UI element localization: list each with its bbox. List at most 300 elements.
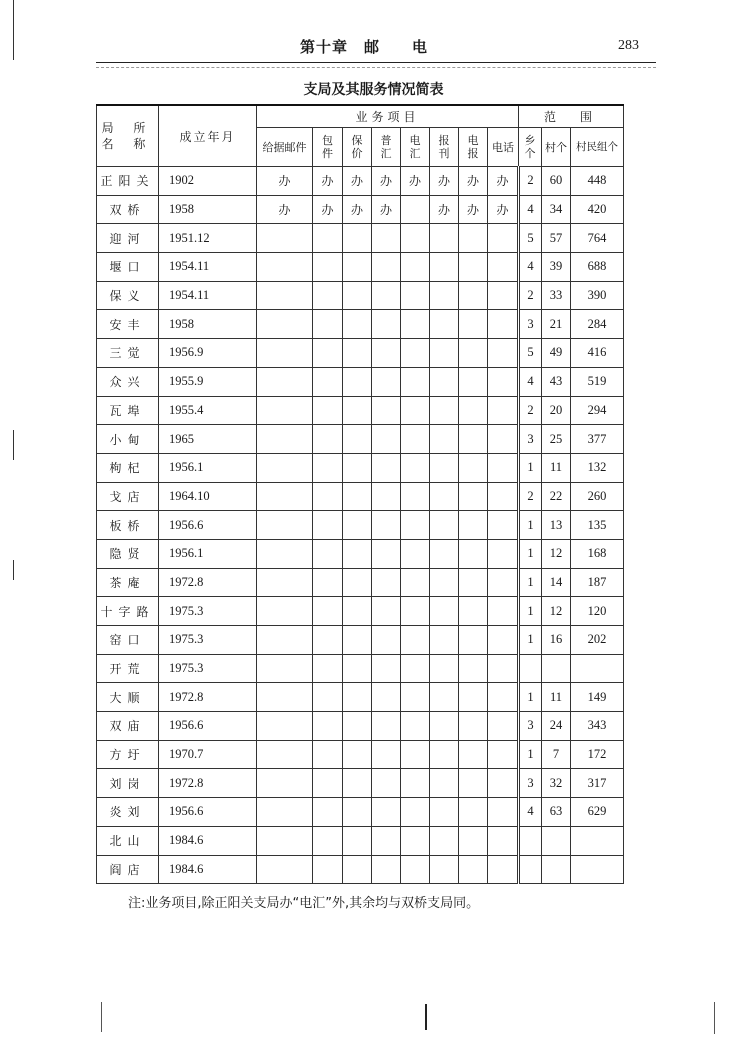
service-cell	[401, 195, 430, 224]
service-cell	[459, 511, 488, 540]
branch-name: 阎店	[97, 855, 159, 884]
service-cell	[401, 769, 430, 798]
scope-xiang: 3	[519, 769, 542, 798]
service-cell	[459, 281, 488, 310]
service-cell	[313, 712, 343, 741]
service-cell	[343, 654, 372, 683]
branch-name: 安丰	[97, 310, 159, 339]
branch-name: 北山	[97, 826, 159, 855]
service-cell	[343, 253, 372, 282]
service-cell	[401, 396, 430, 425]
service-cell	[488, 281, 519, 310]
service-cell	[430, 826, 459, 855]
service-cell	[430, 339, 459, 368]
scope-cun: 32	[542, 769, 571, 798]
service-cell	[313, 482, 343, 511]
scope-xiang: 5	[519, 224, 542, 253]
scope-cun: 49	[542, 339, 571, 368]
service-cell	[488, 367, 519, 396]
service-cell	[257, 826, 313, 855]
scope-zu: 377	[571, 425, 624, 454]
table-row	[97, 339, 624, 368]
branch-name: 刘岗	[97, 769, 159, 798]
scope-cun: 43	[542, 367, 571, 396]
service-cell	[401, 568, 430, 597]
service-cell	[343, 798, 372, 827]
scope-cun: 11	[542, 453, 571, 482]
service-cell	[372, 798, 401, 827]
scope-cun: 13	[542, 511, 571, 540]
service-cell: 办	[430, 195, 459, 224]
service-cell	[372, 740, 401, 769]
service-cell	[488, 253, 519, 282]
header-scope-group: 范 围	[519, 105, 624, 128]
service-cell	[343, 425, 372, 454]
service-cell	[430, 253, 459, 282]
service-cell	[343, 683, 372, 712]
table-row	[97, 396, 624, 425]
service-cell	[430, 568, 459, 597]
scope-cun: 11	[542, 683, 571, 712]
service-cell	[459, 253, 488, 282]
service-cell	[401, 712, 430, 741]
scan-edge-line	[425, 1004, 427, 1030]
service-cell	[430, 769, 459, 798]
service-cell	[372, 281, 401, 310]
service-cell	[401, 224, 430, 253]
scope-zu: 284	[571, 310, 624, 339]
established-date: 1972.8	[159, 568, 257, 597]
established-date: 1956.1	[159, 453, 257, 482]
service-cell	[488, 798, 519, 827]
service-cell: 办	[488, 195, 519, 224]
scope-xiang: 4	[519, 195, 542, 224]
service-cell	[401, 740, 430, 769]
service-cell	[488, 511, 519, 540]
table-row	[97, 568, 624, 597]
service-cell	[459, 712, 488, 741]
scope-zu: 688	[571, 253, 624, 282]
branch-name: 茶庵	[97, 568, 159, 597]
service-cell	[488, 396, 519, 425]
service-cell	[343, 339, 372, 368]
established-date: 1975.3	[159, 654, 257, 683]
service-cell	[343, 855, 372, 884]
header-scope-1: 村个	[542, 128, 571, 167]
scope-zu: 135	[571, 511, 624, 540]
branch-name: 小甸	[97, 425, 159, 454]
service-cell	[401, 339, 430, 368]
service-cell	[488, 740, 519, 769]
scope-cun: 20	[542, 396, 571, 425]
scope-cun: 33	[542, 281, 571, 310]
scope-zu: 260	[571, 482, 624, 511]
service-cell	[430, 367, 459, 396]
service-cell	[459, 826, 488, 855]
service-cell	[313, 855, 343, 884]
scope-xiang: 2	[519, 281, 542, 310]
service-cell	[401, 453, 430, 482]
service-cell	[257, 654, 313, 683]
branch-name: 开荒	[97, 654, 159, 683]
service-cell	[372, 712, 401, 741]
branch-name: 双庙	[97, 712, 159, 741]
scope-zu: 448	[571, 167, 624, 196]
scope-cun	[542, 826, 571, 855]
scope-xiang	[519, 826, 542, 855]
service-cell	[372, 367, 401, 396]
service-cell	[372, 224, 401, 253]
service-cell	[401, 539, 430, 568]
service-cell	[430, 626, 459, 655]
table-row	[97, 740, 624, 769]
scope-xiang: 1	[519, 683, 542, 712]
service-cell: 办	[459, 167, 488, 196]
service-cell: 办	[372, 167, 401, 196]
branch-name: 板桥	[97, 511, 159, 540]
branch-name: 迎河	[97, 224, 159, 253]
service-cell	[313, 568, 343, 597]
scope-xiang: 3	[519, 425, 542, 454]
service-cell	[257, 396, 313, 425]
header-service-2: 保价	[343, 128, 372, 167]
service-cell	[401, 310, 430, 339]
established-date: 1902	[159, 167, 257, 196]
established-date: 1958	[159, 310, 257, 339]
service-cell	[430, 597, 459, 626]
table-note: 注:业务项目,除正阳关支局办“电汇”外,其余均与双桥支局同。	[128, 896, 480, 911]
service-cell	[343, 712, 372, 741]
service-cell	[343, 224, 372, 253]
table-row	[97, 482, 624, 511]
scope-zu: 132	[571, 453, 624, 482]
established-date: 1956.6	[159, 511, 257, 540]
service-cell	[372, 626, 401, 655]
service-cell	[257, 453, 313, 482]
branch-name: 保义	[97, 281, 159, 310]
service-cell	[430, 310, 459, 339]
branch-name: 炎刘	[97, 798, 159, 827]
header-service-3: 普汇	[372, 128, 401, 167]
scope-xiang: 4	[519, 367, 542, 396]
service-cell	[459, 482, 488, 511]
established-date: 1954.11	[159, 281, 257, 310]
service-cell	[313, 224, 343, 253]
service-cell	[459, 798, 488, 827]
service-cell	[430, 855, 459, 884]
service-cell	[343, 511, 372, 540]
service-cell	[343, 539, 372, 568]
branch-table	[96, 104, 624, 884]
scope-cun: 34	[542, 195, 571, 224]
service-cell	[459, 224, 488, 253]
service-cell	[343, 482, 372, 511]
service-cell	[313, 253, 343, 282]
scope-cun: 25	[542, 425, 571, 454]
service-cell	[257, 626, 313, 655]
chapter-title: 第十章 邮 电	[300, 38, 429, 56]
service-cell	[401, 626, 430, 655]
service-cell	[430, 453, 459, 482]
service-cell	[430, 224, 459, 253]
service-cell	[313, 539, 343, 568]
service-cell	[459, 683, 488, 712]
service-cell	[257, 482, 313, 511]
scope-cun: 63	[542, 798, 571, 827]
service-cell	[313, 597, 343, 626]
service-cell	[488, 712, 519, 741]
service-cell	[313, 511, 343, 540]
header-scope-2: 村民组个	[571, 128, 624, 167]
scope-cun	[542, 654, 571, 683]
service-cell	[430, 396, 459, 425]
header-scope-0: 乡个	[519, 128, 542, 167]
service-cell	[257, 367, 313, 396]
service-cell: 办	[343, 195, 372, 224]
service-cell	[459, 654, 488, 683]
scan-edge-line	[13, 0, 14, 60]
service-cell	[257, 224, 313, 253]
service-cell	[343, 310, 372, 339]
service-cell	[459, 453, 488, 482]
service-cell	[372, 597, 401, 626]
service-cell	[430, 740, 459, 769]
service-cell: 办	[313, 195, 343, 224]
scope-zu: 187	[571, 568, 624, 597]
table-row	[97, 453, 624, 482]
established-date: 1965	[159, 425, 257, 454]
service-cell	[257, 568, 313, 597]
scope-zu: 420	[571, 195, 624, 224]
service-cell	[401, 511, 430, 540]
scope-cun: 16	[542, 626, 571, 655]
branch-name: 十字路	[97, 597, 159, 626]
scope-xiang: 4	[519, 798, 542, 827]
scope-zu: 390	[571, 281, 624, 310]
service-cell: 办	[257, 195, 313, 224]
service-cell	[488, 597, 519, 626]
scope-xiang: 4	[519, 253, 542, 282]
service-cell	[459, 367, 488, 396]
scope-xiang	[519, 654, 542, 683]
established-date: 1955.4	[159, 396, 257, 425]
table-row	[97, 539, 624, 568]
service-cell	[257, 425, 313, 454]
service-cell	[488, 855, 519, 884]
service-cell	[488, 683, 519, 712]
service-cell	[372, 396, 401, 425]
scope-xiang: 1	[519, 453, 542, 482]
service-cell	[372, 539, 401, 568]
service-cell	[459, 396, 488, 425]
service-cell	[313, 339, 343, 368]
established-date: 1956.1	[159, 539, 257, 568]
table-row	[97, 683, 624, 712]
service-cell	[313, 453, 343, 482]
service-cell	[343, 453, 372, 482]
scope-xiang: 2	[519, 482, 542, 511]
scope-zu: 202	[571, 626, 624, 655]
scope-cun: 12	[542, 539, 571, 568]
service-cell	[459, 597, 488, 626]
service-cell	[459, 626, 488, 655]
scope-cun: 39	[542, 253, 571, 282]
table-row	[97, 367, 624, 396]
service-cell	[372, 826, 401, 855]
service-cell	[343, 568, 372, 597]
scope-xiang: 5	[519, 339, 542, 368]
header-service-4: 电汇	[401, 128, 430, 167]
service-cell	[430, 511, 459, 540]
scope-cun: 14	[542, 568, 571, 597]
service-cell	[401, 425, 430, 454]
service-cell	[372, 339, 401, 368]
service-cell	[401, 798, 430, 827]
service-cell: 办	[459, 195, 488, 224]
service-cell	[343, 597, 372, 626]
scope-xiang: 1	[519, 740, 542, 769]
service-cell	[313, 740, 343, 769]
established-date: 1956.9	[159, 339, 257, 368]
established-date: 1955.9	[159, 367, 257, 396]
header-service-1: 包件	[313, 128, 343, 167]
scope-zu: 294	[571, 396, 624, 425]
branch-name: 三觉	[97, 339, 159, 368]
branch-name: 堰口	[97, 253, 159, 282]
service-cell	[488, 224, 519, 253]
service-cell: 办	[343, 167, 372, 196]
service-cell	[257, 798, 313, 827]
branch-name: 窑口	[97, 626, 159, 655]
service-cell	[313, 769, 343, 798]
service-cell	[313, 798, 343, 827]
service-cell	[313, 654, 343, 683]
header-service-0: 给据邮件	[257, 128, 313, 167]
table-row	[97, 712, 624, 741]
service-cell	[459, 425, 488, 454]
service-cell	[401, 826, 430, 855]
branch-name: 大顺	[97, 683, 159, 712]
scan-edge-line	[101, 1002, 102, 1032]
branch-name: 枸杞	[97, 453, 159, 482]
service-cell	[313, 281, 343, 310]
table-row	[97, 425, 624, 454]
service-cell	[313, 683, 343, 712]
service-cell	[401, 855, 430, 884]
service-cell	[430, 281, 459, 310]
scope-xiang: 3	[519, 712, 542, 741]
service-cell: 办	[401, 167, 430, 196]
service-cell	[372, 453, 401, 482]
scan-edge-line	[13, 430, 14, 460]
page-number: 283	[618, 38, 639, 53]
service-cell	[257, 310, 313, 339]
service-cell	[488, 568, 519, 597]
scope-cun: 24	[542, 712, 571, 741]
service-cell	[401, 253, 430, 282]
service-cell	[459, 568, 488, 597]
scope-zu: 416	[571, 339, 624, 368]
established-date: 1984.6	[159, 826, 257, 855]
service-cell	[488, 539, 519, 568]
service-cell	[430, 798, 459, 827]
scope-zu: 120	[571, 597, 624, 626]
table-row	[97, 798, 624, 827]
scope-cun: 22	[542, 482, 571, 511]
service-cell	[257, 683, 313, 712]
service-cell	[459, 740, 488, 769]
scope-cun: 57	[542, 224, 571, 253]
established-date: 1984.6	[159, 855, 257, 884]
table-row	[97, 281, 624, 310]
service-cell	[343, 367, 372, 396]
established-date: 1958	[159, 195, 257, 224]
service-cell	[372, 769, 401, 798]
service-cell	[343, 740, 372, 769]
scope-cun: 21	[542, 310, 571, 339]
service-cell	[372, 683, 401, 712]
service-cell	[459, 539, 488, 568]
service-cell	[488, 826, 519, 855]
service-cell: 办	[372, 195, 401, 224]
scan-edge-line	[714, 1002, 715, 1034]
established-date: 1975.3	[159, 626, 257, 655]
scope-xiang: 1	[519, 539, 542, 568]
service-cell	[401, 482, 430, 511]
scope-zu	[571, 855, 624, 884]
service-cell	[313, 626, 343, 655]
service-cell	[257, 597, 313, 626]
service-cell	[459, 769, 488, 798]
table-row	[97, 253, 624, 282]
header-service-5: 报刊	[430, 128, 459, 167]
scope-xiang: 2	[519, 396, 542, 425]
scope-cun: 7	[542, 740, 571, 769]
service-cell	[372, 511, 401, 540]
scope-zu: 764	[571, 224, 624, 253]
service-cell	[401, 367, 430, 396]
header-rule-dashed	[96, 67, 656, 68]
branch-name: 隐贤	[97, 539, 159, 568]
table-row	[97, 626, 624, 655]
service-cell	[257, 539, 313, 568]
service-cell	[430, 539, 459, 568]
table-row	[97, 826, 624, 855]
scope-zu: 629	[571, 798, 624, 827]
service-cell	[401, 683, 430, 712]
branch-name: 瓦埠	[97, 396, 159, 425]
service-cell	[313, 396, 343, 425]
scope-zu: 149	[571, 683, 624, 712]
scope-xiang: 1	[519, 597, 542, 626]
service-cell	[430, 482, 459, 511]
table-title: 支局及其服务情况简表	[303, 82, 444, 98]
scope-xiang: 1	[519, 511, 542, 540]
service-cell	[372, 482, 401, 511]
scope-xiang: 2	[519, 167, 542, 196]
service-cell	[488, 769, 519, 798]
service-cell: 办	[313, 167, 343, 196]
service-cell	[430, 654, 459, 683]
service-cell	[459, 310, 488, 339]
service-cell	[459, 855, 488, 884]
scope-zu	[571, 826, 624, 855]
established-date: 1964.10	[159, 482, 257, 511]
scope-zu: 519	[571, 367, 624, 396]
service-cell	[401, 654, 430, 683]
established-date: 1951.12	[159, 224, 257, 253]
scope-zu: 343	[571, 712, 624, 741]
